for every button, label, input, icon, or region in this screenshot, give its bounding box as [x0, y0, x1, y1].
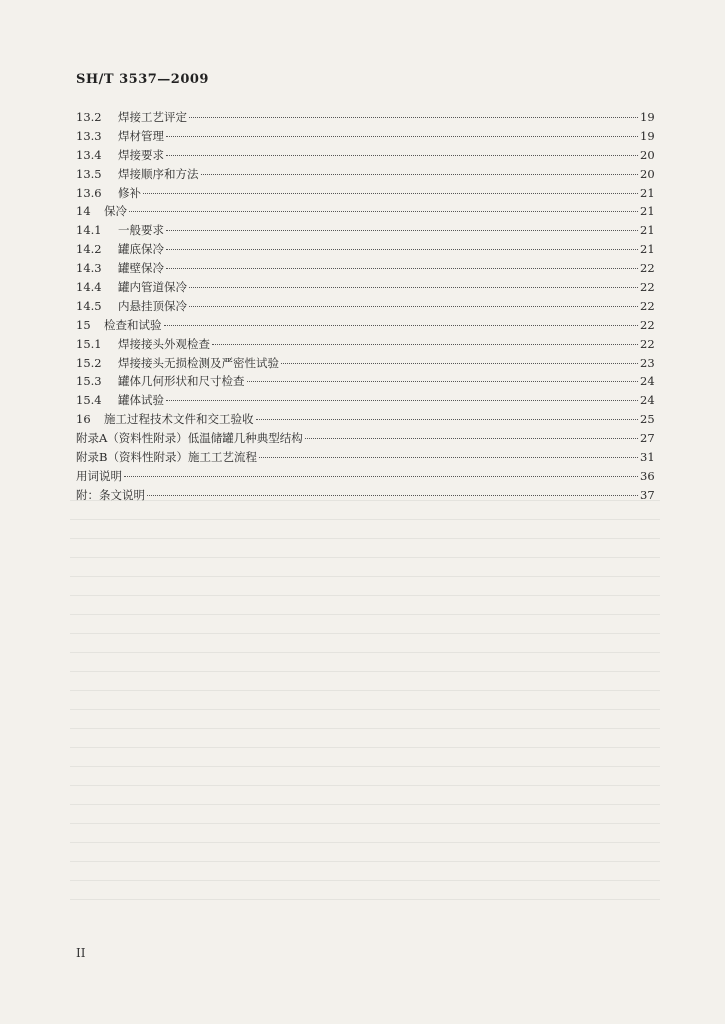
toc-entry[interactable] — [76, 108, 654, 127]
dot-leader — [129, 210, 638, 212]
dot-leader — [166, 154, 638, 156]
dot-leader — [247, 380, 639, 382]
toc-entry-number: 14.4 — [76, 280, 102, 295]
dot-leader — [124, 475, 638, 477]
toc-entry-title: 附录A（资料性附录）低温储罐几种典型结构 — [76, 431, 303, 446]
dot-leader — [166, 229, 638, 231]
dot-leader — [201, 173, 639, 175]
dot-leader — [281, 362, 638, 364]
toc-entry-title: 罐体试验 — [118, 393, 164, 408]
toc-entry[interactable] — [76, 259, 654, 278]
toc-entry[interactable] — [76, 146, 654, 165]
dot-leader — [256, 418, 639, 420]
toc-entry-number: 15 — [76, 317, 91, 332]
toc-entry-page: 31 — [640, 450, 655, 465]
toc-entry-page: 36 — [640, 468, 655, 483]
toc-entry[interactable] — [76, 486, 654, 505]
toc-entry[interactable] — [76, 297, 654, 316]
toc-entry[interactable] — [76, 240, 654, 259]
toc-entry[interactable] — [76, 372, 654, 391]
toc-entry-page: 24 — [640, 393, 655, 408]
toc-entry-title: 焊接工艺评定 — [118, 110, 187, 124]
toc-entry[interactable] — [76, 316, 654, 335]
toc-entry-title: 焊材管理 — [118, 128, 164, 143]
show-through-texture — [70, 500, 660, 900]
toc-entry[interactable] — [76, 354, 654, 373]
page-number: II — [76, 946, 86, 960]
toc-entry-number: 14.3 — [76, 261, 102, 276]
toc-entry-title: 焊接顺序和方法 — [118, 166, 199, 181]
dot-leader — [166, 135, 638, 137]
dot-leader — [305, 437, 638, 439]
toc-entry-number: 14.1 — [76, 223, 102, 238]
toc-entry-page: 21 — [640, 223, 655, 238]
dot-leader — [143, 192, 638, 194]
toc-entry-page: 22 — [640, 298, 655, 313]
dot-leader — [189, 305, 638, 307]
toc-entry-title: 用词说明 — [76, 468, 122, 483]
toc-entry-number: 14.2 — [76, 242, 102, 257]
toc-entry-title: 附：条文说明 — [76, 487, 145, 502]
toc-entry-page: 21 — [640, 204, 655, 219]
toc-entry-number: 14.5 — [76, 298, 102, 313]
toc-entry-page: 37 — [640, 487, 655, 502]
toc-entry-number: 13.2 — [76, 110, 102, 124]
toc-entry-page: 23 — [640, 355, 655, 370]
toc-entry-number: 13.3 — [76, 128, 102, 143]
toc-entry-page: 20 — [640, 166, 655, 181]
toc-entry-number: 15.2 — [76, 355, 102, 370]
toc-entry-number: 13.5 — [76, 166, 102, 181]
dot-leader — [212, 343, 638, 345]
dot-leader — [189, 116, 638, 118]
toc-entry-page: 21 — [640, 185, 655, 200]
toc-entry-title: 修补 — [118, 185, 141, 200]
toc-entry-title: 检查和试验 — [104, 317, 162, 332]
toc-entry-number: 15.3 — [76, 374, 102, 389]
standard-code-header: SH/T 3537—2009 — [76, 72, 209, 87]
toc-entry[interactable] — [76, 391, 654, 410]
toc-entry[interactable] — [76, 184, 654, 203]
dot-leader — [166, 248, 638, 250]
toc-entry-title: 附录B（资料性附录）施工工艺流程 — [76, 450, 257, 465]
toc-entry-title: 焊接接头外观检查 — [118, 336, 210, 351]
toc-entry-page: 22 — [640, 261, 655, 276]
toc-entry[interactable] — [76, 221, 654, 240]
toc-entry-page: 21 — [640, 242, 655, 257]
toc-entry-page: 24 — [640, 374, 655, 389]
toc-entry[interactable] — [76, 165, 654, 184]
toc-entry-title: 罐内管道保冷 — [118, 280, 187, 295]
dot-leader — [189, 286, 638, 288]
toc-entry-title: 保冷 — [104, 204, 127, 219]
toc-entry-page: 25 — [640, 412, 655, 427]
toc-entry-title: 罐体几何形状和尺寸检查 — [118, 374, 245, 389]
toc-entry-number: 15.1 — [76, 336, 102, 351]
toc-entry-number: 15.4 — [76, 393, 102, 408]
dot-leader — [147, 494, 638, 496]
toc-entry[interactable] — [76, 410, 654, 429]
toc-entry[interactable] — [76, 448, 654, 467]
toc-entry-page: 19 — [640, 128, 655, 143]
toc-entry-page: 22 — [640, 317, 655, 332]
toc-entry[interactable] — [76, 467, 654, 486]
dot-leader — [166, 399, 638, 401]
toc-entry-page: 20 — [640, 147, 655, 162]
table-of-contents — [76, 108, 654, 505]
toc-entry-title: 罐壁保冷 — [118, 261, 164, 276]
toc-entry[interactable] — [76, 429, 654, 448]
toc-entry-page: 27 — [640, 431, 655, 446]
toc-entry-page: 22 — [640, 280, 655, 295]
toc-entry-number: 16 — [76, 412, 91, 427]
dot-leader — [164, 324, 639, 326]
dot-leader — [166, 267, 638, 269]
toc-entry[interactable] — [76, 127, 654, 146]
toc-entry-title: 内悬挂顶保冷 — [118, 298, 187, 313]
toc-entry-title: 施工过程技术文件和交工验收 — [104, 412, 254, 427]
toc-entry[interactable] — [76, 202, 654, 221]
toc-entry-page: 22 — [640, 336, 655, 351]
toc-entry-title: 罐底保冷 — [118, 242, 164, 257]
toc-entry-number: 13.6 — [76, 185, 102, 200]
toc-entry[interactable] — [76, 278, 654, 297]
dot-leader — [259, 456, 638, 458]
toc-entry-title: 焊接接头无损检测及严密性试验 — [118, 355, 279, 370]
toc-entry-title: 焊接要求 — [118, 147, 164, 162]
toc-entry-number: 13.4 — [76, 147, 102, 162]
toc-entry[interactable] — [76, 335, 654, 354]
toc-entry-number: 14 — [76, 204, 91, 219]
toc-entry-title: 一般要求 — [118, 223, 164, 238]
toc-entry-page: 19 — [640, 110, 655, 124]
